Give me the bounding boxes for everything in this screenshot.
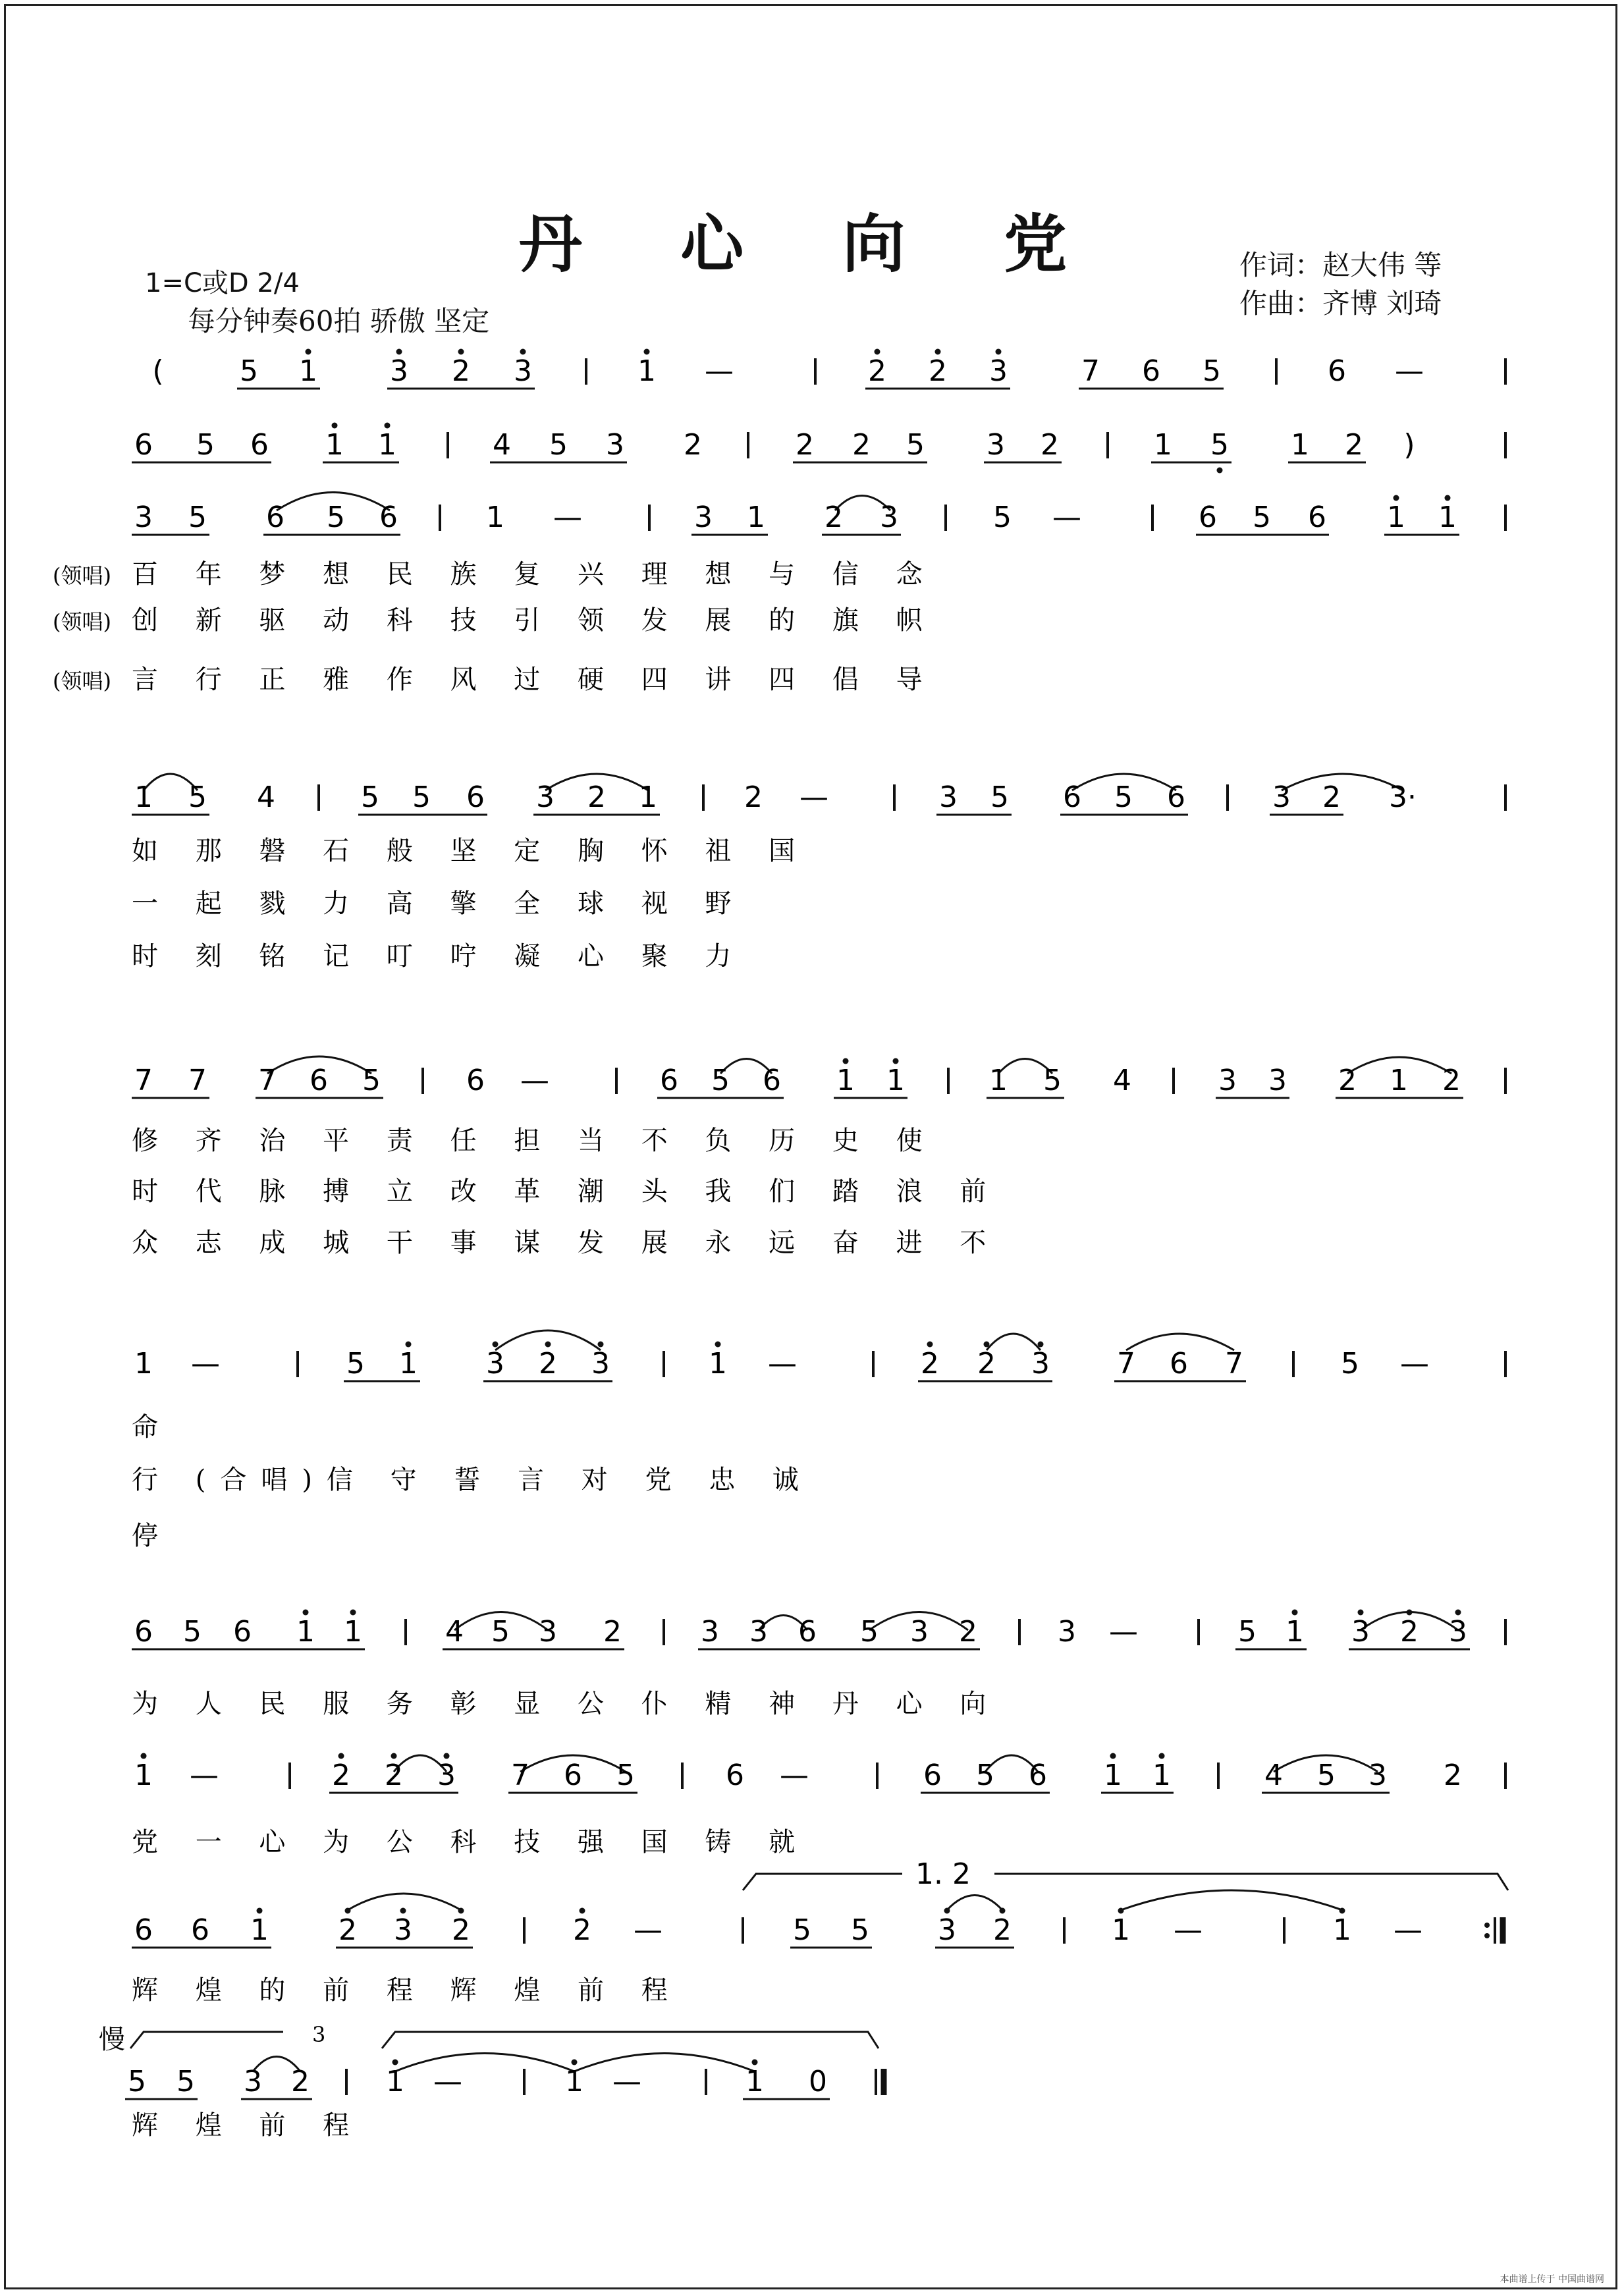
note: 6 — [466, 1064, 485, 1097]
high-octave-dot — [572, 2060, 578, 2065]
note: 3 — [1449, 1615, 1467, 1649]
high-octave-dot — [1455, 1610, 1461, 1616]
note: 1 — [325, 428, 344, 462]
note: 6 — [660, 1064, 678, 1097]
lyric-line: 辉 煌 的 前 程 辉 煌 前 程 — [132, 1975, 682, 2006]
note: 2 — [796, 428, 814, 462]
note: — — [553, 501, 582, 534]
high-octave-dot — [1038, 1342, 1044, 1348]
note: 5 — [240, 354, 258, 388]
composer-credit: 作曲：齐博 刘琦 — [1239, 287, 1442, 319]
high-octave-dot — [493, 1342, 499, 1348]
note: 5 — [1203, 354, 1221, 388]
note: 3 — [1272, 780, 1291, 814]
note: 6 — [1167, 780, 1185, 814]
high-octave-dot — [1407, 1610, 1413, 1616]
slow-bracket — [130, 2032, 283, 2048]
note: 7 — [188, 1064, 207, 1097]
high-octave-dot — [332, 423, 338, 429]
lyric-line: 为 人 民 服 务 彰 显 公 仆 精 神 丹 心 向 — [132, 1689, 1001, 1719]
low-octave-dot — [1217, 468, 1223, 474]
lyric-line: 辉 煌 前 程 — [132, 2110, 364, 2141]
note: 2 — [452, 354, 470, 388]
note: 5 — [793, 1913, 811, 1947]
note: 3 — [1368, 1759, 1387, 1792]
note: 1 — [1390, 1064, 1408, 1097]
lyric-line: 时 刻 铭 记 叮 咛 凝 心 聚 力 — [132, 941, 746, 971]
note: 5 — [188, 780, 207, 814]
note: 2 — [1400, 1615, 1419, 1649]
high-octave-dot — [545, 1342, 551, 1348]
note: 7 — [134, 1064, 153, 1097]
note: 5 — [711, 1064, 730, 1097]
note: — — [1395, 354, 1424, 388]
note: 2 — [852, 428, 871, 462]
note: — — [634, 1913, 663, 1947]
high-octave-dot — [1340, 1908, 1345, 1914]
note: 3 — [701, 1615, 719, 1649]
note: 6 — [191, 1913, 209, 1947]
note: 5 — [549, 428, 568, 462]
note: 3 — [910, 1615, 929, 1649]
high-octave-dot — [458, 1908, 464, 1914]
high-octave-dot — [644, 349, 650, 355]
note: 2 — [825, 501, 843, 534]
lyric-line: 停 — [132, 1521, 173, 1551]
note: 6 — [1308, 501, 1326, 534]
slur — [574, 2054, 755, 2072]
note: 2 — [684, 428, 702, 462]
high-octave-dot — [392, 2060, 398, 2065]
note: — — [433, 2065, 462, 2098]
note: 3 — [591, 1347, 610, 1380]
note: 3 — [606, 428, 624, 462]
note: 5 — [346, 1347, 365, 1380]
note: — — [768, 1347, 797, 1380]
note: 5 — [128, 2065, 146, 2098]
high-octave-dot — [1110, 1753, 1116, 1759]
note: 1 — [299, 354, 317, 388]
note: 2 — [1444, 1759, 1462, 1792]
note: 3 — [390, 354, 408, 388]
note: — — [1394, 1913, 1422, 1947]
note: 6 — [923, 1759, 942, 1792]
note: 5 — [993, 501, 1012, 534]
volta-1-2-bracket-left — [743, 1874, 902, 1890]
note: 3 — [514, 354, 532, 388]
slur — [947, 1896, 1002, 1911]
note: 1 — [1112, 1913, 1130, 1947]
note: 3 — [134, 501, 153, 534]
note: 7 — [511, 1759, 529, 1792]
note: — — [780, 1759, 809, 1792]
high-octave-dot — [927, 1342, 933, 1348]
note: 6 — [564, 1759, 582, 1792]
high-octave-dot — [843, 1058, 849, 1064]
note: 1 — [250, 1913, 269, 1947]
high-octave-dot — [893, 1058, 899, 1064]
note: 5 — [327, 501, 345, 534]
note: 3 — [987, 428, 1005, 462]
note: 5 — [196, 428, 215, 462]
lyric-line: 党 一 心 为 公 科 技 强 国 铸 就 — [132, 1827, 810, 1857]
note: 3 — [437, 1759, 456, 1792]
high-octave-dot — [303, 1610, 309, 1616]
lead-vocal-mark: (领唱) — [53, 609, 111, 634]
note: — — [1052, 501, 1081, 534]
lyricist-credit: 作词：赵大伟 等 — [1239, 249, 1442, 281]
note: 4 — [257, 780, 275, 814]
note: 2 — [744, 780, 763, 814]
lyric-line: 时 代 脉 搏 立 改 革 潮 头 我 们 踏 浪 前 — [132, 1176, 1001, 1207]
note: 3 — [539, 1615, 557, 1649]
note: 6 — [134, 428, 153, 462]
note: 1 — [637, 354, 656, 388]
volta-3-bracket — [382, 2032, 879, 2048]
note: 1 — [639, 780, 657, 814]
note: 3 — [694, 501, 713, 534]
lyric-line: 命 — [132, 1412, 173, 1442]
note: 1 — [886, 1064, 905, 1097]
note: 2 — [603, 1615, 622, 1649]
high-octave-dot — [520, 349, 526, 355]
barline — [876, 2069, 884, 2095]
note: 4 — [1113, 1064, 1131, 1097]
high-octave-dot — [1292, 1610, 1298, 1616]
high-octave-dot — [752, 2060, 758, 2065]
high-octave-dot — [598, 1342, 604, 1348]
high-octave-dot — [391, 1753, 397, 1759]
note: 6 — [466, 780, 485, 814]
note: 4 — [445, 1615, 464, 1649]
note: 5 — [176, 2065, 195, 2098]
note: 2 — [385, 1759, 403, 1792]
note: 1 — [989, 1064, 1008, 1097]
note: 1 — [1291, 428, 1309, 462]
repeat-dot — [1484, 1923, 1490, 1928]
high-octave-dot — [715, 1342, 721, 1348]
note: 6 — [379, 501, 398, 534]
note: 1 — [747, 501, 765, 534]
high-octave-dot — [1118, 1908, 1124, 1914]
note: 1 — [378, 428, 396, 462]
note: — — [191, 1347, 220, 1380]
high-octave-dot — [400, 1908, 406, 1914]
repeat-dot — [1484, 1933, 1490, 1938]
note: — — [1174, 1913, 1203, 1947]
note: 2 — [338, 1913, 357, 1947]
barline — [1484, 1917, 1503, 1944]
note: 1 — [1104, 1759, 1122, 1792]
lyric-line: 创 新 驱 动 科 技 引 领 发 展 的 旗 帜 — [132, 605, 937, 636]
note: 2 — [1322, 780, 1341, 814]
note: 1 — [1387, 501, 1405, 534]
note: 2 — [977, 1347, 996, 1380]
note: 4 — [1264, 1759, 1283, 1792]
lyric-line: 修 齐 治 平 责 任 担 当 不 负 历 史 使 — [132, 1126, 937, 1156]
high-octave-dot — [1000, 1908, 1006, 1914]
note: 2 — [587, 780, 606, 814]
note: 5 — [362, 1064, 381, 1097]
note: 6 — [1170, 1347, 1188, 1380]
note: 1 — [1152, 1759, 1171, 1792]
high-octave-dot — [996, 349, 1002, 355]
volta-3-label: 3 — [312, 2022, 326, 2047]
note: 5 — [1114, 780, 1133, 814]
note: 3 — [1031, 1347, 1050, 1380]
note: 5 — [1210, 428, 1229, 462]
high-octave-dot — [306, 349, 311, 355]
lyric-line: 百 年 梦 想 民 族 复 兴 理 想 与 信 念 — [132, 559, 937, 589]
note: 1 — [386, 2065, 404, 2098]
high-octave-dot — [406, 1342, 412, 1348]
note: — — [1109, 1615, 1138, 1649]
note: 5 — [616, 1759, 635, 1792]
key-signature: 1=C或D 2/4 — [145, 268, 300, 298]
note: 5 — [1043, 1064, 1062, 1097]
lyric-line: 行 (合唱)信 守 誓 言 对 党 忠 诚 — [132, 1465, 813, 1495]
note: — — [190, 1759, 219, 1792]
note: 2 — [921, 1347, 939, 1380]
note: 2 — [452, 1913, 470, 1947]
high-octave-dot — [458, 349, 464, 355]
volta-1-2-label: 1. 2 — [915, 1857, 971, 1891]
note: 2 — [959, 1615, 977, 1649]
note: 3 — [989, 354, 1008, 388]
note: 3 — [1351, 1615, 1370, 1649]
high-octave-dot — [350, 1610, 356, 1616]
slur — [1121, 1890, 1342, 1910]
note: 6 — [763, 1064, 781, 1097]
note: 6 — [1328, 354, 1346, 388]
note: 2 — [573, 1913, 591, 1947]
note: 7 — [1225, 1347, 1243, 1380]
note: 1 — [1154, 428, 1172, 462]
note: 0 — [809, 2065, 827, 2098]
note: 3 — [880, 501, 898, 534]
high-octave-dot — [257, 1908, 263, 1914]
note: 2 — [929, 354, 947, 388]
volta-1-2-bracket-right — [994, 1874, 1508, 1890]
lyric-line: 如 那 磐 石 般 坚 定 胸 怀 祖 国 — [132, 836, 810, 866]
note: 1 — [709, 1347, 727, 1380]
note: 4 — [493, 428, 511, 462]
note: 2 — [539, 1347, 557, 1380]
note: — — [612, 2065, 641, 2098]
note: 3 — [1268, 1064, 1287, 1097]
note: 3 — [1058, 1615, 1076, 1649]
note: 1 — [1333, 1913, 1351, 1947]
note: 3 — [536, 780, 555, 814]
note: 6 — [726, 1759, 744, 1792]
note: 3 — [1218, 1064, 1237, 1097]
note: ) — [1403, 428, 1415, 462]
note: 5 — [412, 780, 431, 814]
note: 1 — [565, 2065, 583, 2098]
note: 2 — [868, 354, 886, 388]
note: 2 — [1345, 428, 1363, 462]
note: 6 — [134, 1913, 153, 1947]
note: 1 — [1286, 1615, 1304, 1649]
note: 5 — [976, 1759, 994, 1792]
note: 5 — [1253, 501, 1271, 534]
high-octave-dot — [580, 1908, 585, 1914]
high-octave-dot — [1445, 495, 1451, 501]
note: 6 — [233, 1615, 252, 1649]
volta-brackets — [130, 1874, 1508, 2048]
note: 1 — [134, 1347, 153, 1380]
note: 3 — [749, 1615, 768, 1649]
note: 6 — [1029, 1759, 1047, 1792]
note: ( — [152, 354, 164, 388]
note: 6 — [1199, 501, 1217, 534]
note: 6 — [310, 1064, 328, 1097]
note: 6 — [134, 1615, 153, 1649]
high-octave-dot — [944, 1908, 950, 1914]
note: 5 — [1238, 1615, 1257, 1649]
high-octave-dot — [1159, 1753, 1165, 1759]
note: 6 — [798, 1615, 817, 1649]
high-octave-dot — [444, 1753, 450, 1759]
note: 1 — [344, 1615, 362, 1649]
lyric-line: 言 行 正 雅 作 风 过 硬 四 讲 四 倡 导 — [132, 665, 937, 695]
note: 5 — [1341, 1347, 1359, 1380]
song-title: 丹 心 向 党 — [518, 207, 1106, 281]
note: 2 — [993, 1913, 1012, 1947]
note: 5 — [906, 428, 925, 462]
note: 1 — [745, 2065, 764, 2098]
note: 1 — [1438, 501, 1457, 534]
note: 3· — [1389, 780, 1417, 814]
note: 7 — [1117, 1347, 1135, 1380]
note: 5 — [1317, 1759, 1336, 1792]
high-octave-dot — [935, 349, 941, 355]
note: 7 — [1081, 354, 1100, 388]
note: 3 — [938, 1913, 956, 1947]
note: 2 — [291, 2065, 310, 2098]
note: 1 — [134, 1759, 153, 1792]
footer-credit: 本曲谱上传于 中国曲谱网 — [1500, 2274, 1604, 2285]
note: 5 — [183, 1615, 202, 1649]
slur — [1282, 774, 1403, 790]
high-octave-dot — [1358, 1610, 1364, 1616]
note: 6 — [250, 428, 269, 462]
note: — — [705, 354, 734, 388]
note: 1 — [134, 780, 153, 814]
note: 2 — [1041, 428, 1059, 462]
note: 3 — [486, 1347, 504, 1380]
note: 2 — [1442, 1064, 1461, 1097]
slur — [348, 1894, 461, 1910]
tempo-marking: 每分钟奏60拍 骄傲 坚定 — [188, 305, 490, 337]
note: 3 — [939, 780, 958, 814]
note: 6 — [266, 501, 284, 534]
note: 3 — [244, 2065, 262, 2098]
note: 5 — [361, 780, 379, 814]
note: 5 — [491, 1615, 510, 1649]
lyric-line: 众 志 成 城 干 事 谋 发 展 永 远 奋 进 不 — [132, 1228, 1001, 1258]
slur — [395, 2054, 574, 2072]
note: 3 — [394, 1913, 412, 1947]
lead-vocal-mark: (领唱) — [53, 563, 111, 588]
note: — — [520, 1064, 549, 1097]
high-octave-dot — [338, 1753, 344, 1759]
note: 2 — [332, 1759, 350, 1792]
high-octave-dot — [141, 1753, 147, 1759]
note: 5 — [860, 1615, 879, 1649]
lyric-line: 一 起 戮 力 高 擎 全 球 视 野 — [132, 888, 746, 919]
lead-vocal-mark: (领唱) — [53, 669, 111, 694]
high-octave-dot — [984, 1342, 990, 1348]
high-octave-dot — [875, 349, 880, 355]
note: 7 — [258, 1064, 277, 1097]
note: 1 — [399, 1347, 418, 1380]
note: 1 — [296, 1615, 315, 1649]
high-octave-dot — [1394, 495, 1399, 501]
high-octave-dot — [345, 1908, 351, 1914]
note: — — [799, 780, 828, 814]
note: 6 — [1142, 354, 1160, 388]
high-octave-dot — [385, 423, 391, 429]
high-octave-dot — [396, 349, 402, 355]
note: 5 — [188, 501, 207, 534]
note: 2 — [1338, 1064, 1357, 1097]
note: 1 — [836, 1064, 855, 1097]
note: 5 — [851, 1913, 869, 1947]
slow-marking: 慢 — [99, 2025, 125, 2055]
note: 1 — [486, 501, 504, 534]
note: 5 — [990, 780, 1009, 814]
note: 6 — [1063, 780, 1081, 814]
note: — — [1400, 1347, 1429, 1380]
